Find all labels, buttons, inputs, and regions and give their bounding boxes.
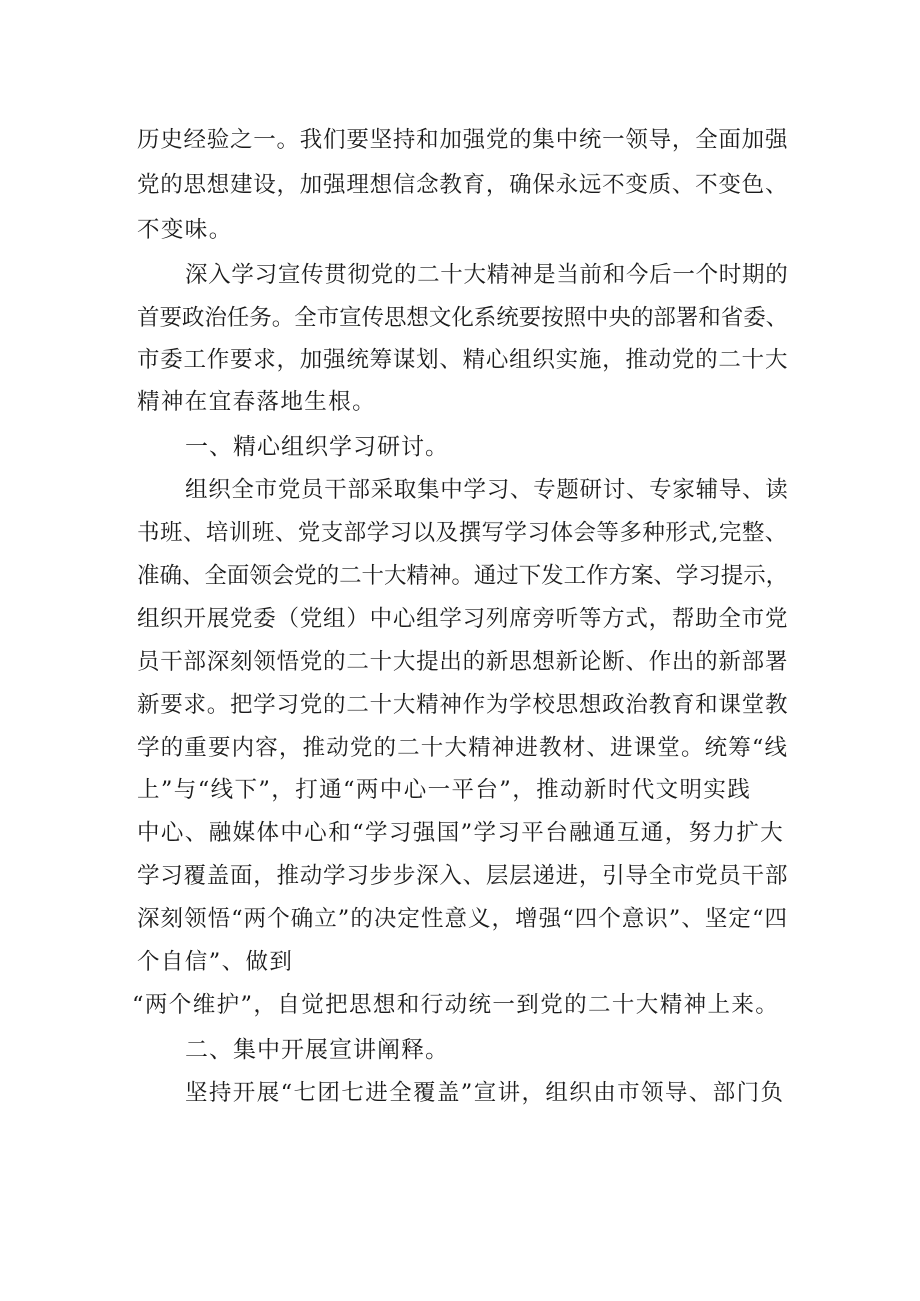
paragraph-first-line: 坚持开展“七团七进全覆盖”宣讲，组织由市领导、部门负 [185,1080,785,1106]
body-text-line: 新要求。把学习党的二十大精神作为学校思想政治教育和课堂教 [137,692,789,718]
body-text-line: 个自信”、做到 [137,949,294,975]
body-text-line: 上”与“线下”，打通“两中心一平台”，推动新时代文明实践 [137,777,752,803]
body-text-line: 市委工作要求，加强统筹谋划、精心组织实施，推动党的二十大 [137,347,789,373]
body-text-line: 深刻领悟“两个确立”的决定性意义，增强“四个意识”、坚定“四 [137,906,789,932]
body-text-line: 中心、融媒体中心和“学习强国”学习平台融通互通，努力扩大 [137,820,785,846]
body-text-line: 书班、培训班、党支部学习以及撰写学习体会等多种形式,完整、 [137,520,788,546]
body-text-line: 准确、全面领会党的二十大精神。通过下发工作方案、学习提示， [137,563,789,589]
body-text-line: 历史经验之一。我们要坚持和加强党的集中统一领导，全面加强 [137,127,789,153]
body-text-line: 组织开展党委（党组）中心组学习列席旁听等方式，帮助全市党 [137,606,789,632]
paragraph-first-line: 组织全市党员干部采取集中学习、专题研讨、专家辅导、读 [185,477,789,503]
body-text-line: 首要政治任务。全市宣传思想文化系统要按照中央的部署和省委、 [137,305,789,331]
section-heading-2: 二、集中开展宣讲阐释。 [185,1037,449,1063]
body-text-line: 精神在宜春落地生根。 [137,389,377,415]
body-text-line: 不变味。 [137,217,233,243]
body-text-line: 党的思想建设，加强理想信念教育，确保永远不变质、不变色、 [137,172,789,198]
paragraph-first-line: 深入学习宣传贯彻党的二十大精神是当前和今后一个时期的 [185,262,789,288]
body-text-line: “两个维护”，自觉把思想和行动统一到党的二十大精神上来。 [132,992,780,1018]
section-heading-1: 一、精心组织学习研讨。 [185,434,449,460]
body-text-line: 学习覆盖面，推动学习步步深入、层层递进，引导全市党员干部 [137,863,789,889]
body-text-line: 学的重要内容，推动党的二十大精神进教材、进课堂。统筹“线 [137,735,789,761]
body-text-line: 员干部深刻领悟党的二十大提出的新思想新论断、作出的新部署 [137,649,789,675]
